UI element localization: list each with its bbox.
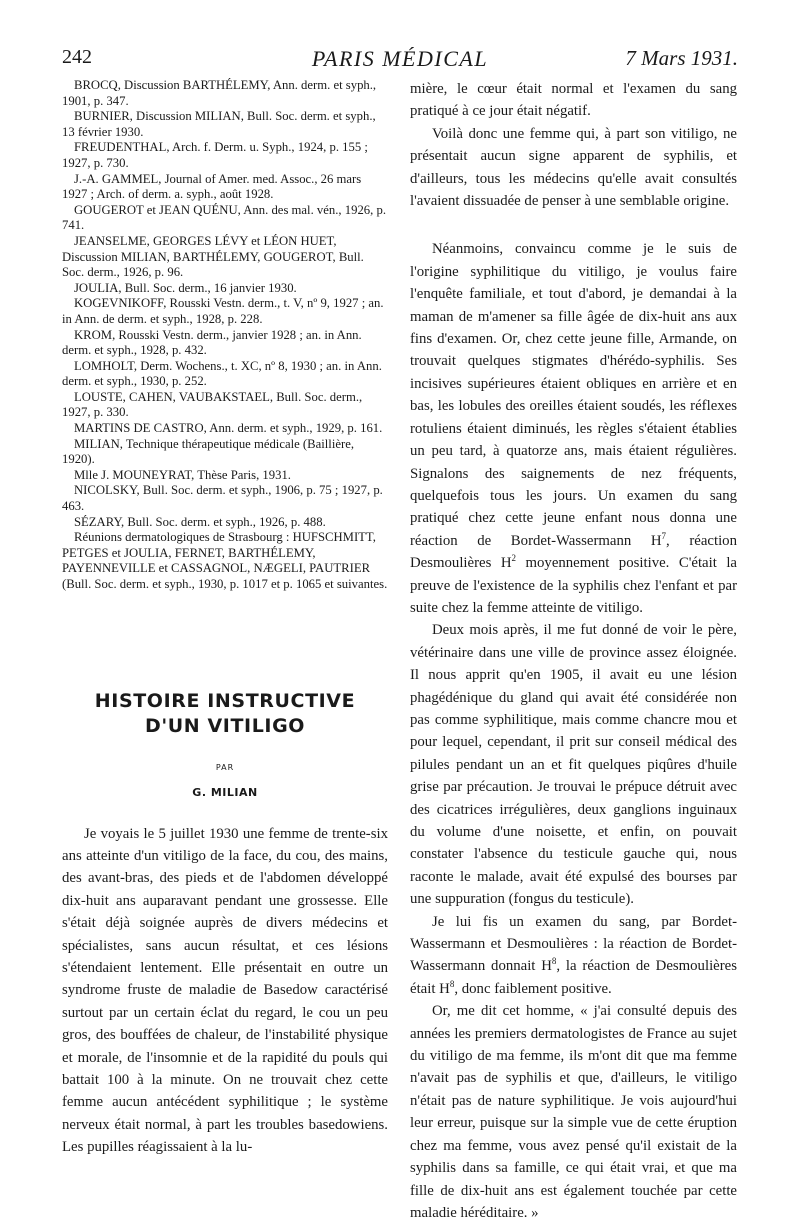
body-paragraph: Or, me dit cet homme, « j'ai consulté depuis des années les premiers dermatologistes de France au sujet du vitiligo de ma femme, ils m'ont dit que ma femme n'avait pas de syphilis et que, d'ailleurs, le vitiligo n'était pas de nature syphilitique. Je vois aujourd'hui leur erreur, puisque sur la simple vue de cette éruption chez ma femme, vous avez pensé qu'il existait de la syphilis dans sa famille, ce qui était vrai, et que ma fille de dix-huit ans est également touchée par cette maladie héréditaire. »: [410, 1003, 737, 1221]
reference-item: JOULIA, Bull. Soc. derm., 16 janvier 1930.: [74, 280, 297, 295]
reference-item: Mlle J. MOUNEYRAT, Thèse Paris, 1931.: [74, 467, 291, 482]
body-paragraph: Deux mois après, il me fut donné de voir le père, vétérinaire dans une ville de province assez éloignée. Il nous apprit qu'en 1905, il avait eu une lésion phagédénique du gland qui avait été considérée non pas comme syphilitique, mais comme chancre mou et pour lequel, cependant, il prit sur conseil médical des pilules pendant un an et fit quelques piqûres d'huile grise par précaution. Je trouvai le prépuce détruit avec des cicatrices irrégulières, deux ganglions inguinaux du volume d'une noisette, et enfin, on pouvait constater l'absence du testicule gauche qui, nous raconte le malade, avait été expulsé des bourses par une suppuration (fongus du testicule).: [410, 622, 737, 908]
superscript: 7: [661, 530, 667, 541]
right-column: [410, 78, 737, 1224]
page-header: [62, 44, 738, 76]
reference-item: JEANSELME, GEORGES LÉVY et LÉON HUET, Discussion MILIAN, BARTHÉLEMY, GOUGEROT, Bull. Soc. derm., 1926, p. 96.: [62, 233, 364, 280]
issue-date: 7 Mars 1931.: [625, 46, 738, 70]
reference-item: BURNIER, Discussion MILIAN, Bull. Soc. derm. et syph., 13 février 1930.: [62, 109, 376, 139]
left-column: [62, 78, 388, 1159]
reference-item: LOUSTE, CAHEN, VAUBAKSTAEL, Bull. Soc. derm., 1927, p. 330.: [62, 389, 363, 420]
body-text-run: , réaction Desmoulières H: [410, 532, 737, 572]
byline-par: PAR: [215, 762, 235, 772]
reference-item: BROCQ, Discussion BARTHÉLEMY, Ann. derm. et syph., 1901, p. 347.: [62, 78, 377, 108]
article-title-line: D'UN VITILIGO: [144, 714, 306, 737]
reference-item: FREUDENTHAL, Arch. f. Derm. u. Syph., 1924, p. 155 ; 1927, p. 730.: [62, 140, 368, 170]
superscript: 8: [551, 956, 557, 967]
reference-list: [62, 78, 388, 593]
reference-item: KOGEVNIKOFF, Rousski Vestn. derm., t. V, nº 9, 1927 ; an. in Ann. de derm. et syph., 1928, p. 228.: [62, 296, 384, 326]
reference-item: GOUGEROT et JEAN QUÉNU, Ann. des mal. vén., 1926, p. 741.: [62, 202, 386, 233]
body-paragraph-continued: mière, le cœur était normal et l'examen du sang pratiqué à ce jour était négatif.: [410, 81, 737, 120]
superscript: 8: [449, 978, 455, 989]
body-text-run: Néanmoins, convaincu comme je le suis de l'origine syphilitique du vitiligo, je voulus faire l'enquête familiale, et tout d'abord, je demandai à la maman de m'amener sa fille âgée de dix-huit ans aux fins d'examen. Or, chez cette jeune fille, Armande, on trouvait quelques stigmates d'hérédo-syphilis. Ses incisives supérieures étaient obliques en arrière et en bas, les lobules des oreilles étaient soudés, les réflexes rotuliens étaient diminués, les règles s'étaient établies un peu tard, à quatorze ans, mais étaient régulières. Signalons des saignements de nez fréquents, quelquefois tous les jours. Un examen du sang pratiqué chez cette jeune enfant nous donna une réaction de Bordet-Wassermann H: [410, 241, 737, 549]
body-paragraph: [410, 238, 737, 619]
article-body-left: [62, 823, 388, 1159]
reference-item: LOMHOLT, Derm. Wochens., t. XC, nº 8, 1930 ; an. in Ann. derm. et syph., 1930, p. 252.: [62, 358, 382, 389]
reference-item: MARTINS DE CASTRO, Ann. derm. et syph., 1929, p. 161.: [74, 421, 383, 436]
body-text-run: Je lui fis un examen du sang, par Bordet-Wassermann et Desmoulières : la réaction de Bordet-Wassermann donnait H: [410, 913, 737, 975]
article-author: G. MILIAN: [192, 785, 258, 799]
body-text-run: , donc faiblement positive.: [454, 980, 612, 997]
page-number: 242: [62, 46, 92, 68]
article-body-right: [410, 78, 737, 1224]
article-title-line: HISTOIRE INSTRUCTIVE: [94, 689, 356, 712]
reference-item: Réunions dermatologiques de Strasbourg : HUFSCHMITT, PETGES et JOULIA, FERNET, BARTHÉLEMY, PAYENNEVILLE et CASSAGNOL, NÆGELI, PAUTRIER (Bull. Soc. derm. et syph., 1930, p. 1017 et p. 1065 et suivantes.: [62, 530, 388, 591]
reference-item: J.-A. GAMMEL, Journal of Amer. med. Assoc., 26 mars 1927 ; Arch. of derm. a. syph., août 1928.: [62, 171, 362, 202]
reference-item: SÉZARY, Bull. Soc. derm. et syph., 1926, p. 488.: [74, 514, 326, 529]
reference-item: KROM, Rousski Vestn. derm., janvier 1928 ; an. in Ann. derm. et syph., 1928, p. 432.: [62, 327, 362, 358]
body-text-run: moyennement positive. C'était la preuve de l'existence de la syphilis chez l'enfant et par suite chez la femme atteinte de vitiligo.: [410, 555, 738, 616]
body-paragraph: [410, 911, 737, 1001]
body-paragraph: Voilà donc une femme qui, à part son vitiligo, ne présentait aucun signe apparent de syphilis, et d'ailleurs, tous les médecins qu'elle avait consultés l'avaient dissuadée de penser à une semblable origine.: [410, 125, 737, 210]
reference-item: MILIAN, Technique thérapeutique médicale (Baillière, 1920).: [62, 436, 355, 467]
reference-item: NICOLSKY, Bull. Soc. derm. et syph., 1906, p. 75 ; 1927, p. 463.: [62, 483, 383, 514]
body-paragraph: Je voyais le 5 juillet 1930 une femme de trente-six ans atteinte d'un vitiligo de la face, du cou, des mains, des avant-bras, des pieds et de l'abdomen développé dix-huit ans auparavant pendant une grossesse. Elle s'était déjà soignée auprès de divers médecins et spécialistes, sans aucun résultat, et ces lésions s'étendaient lentement. Elle présentait en outre un syndrome fruste de maladie de Basedow caractérisé surtout par un certain éclat du regard, le cou un peu gros, des bouffées de chaleur, de l'instabilité physique et morale, de l'insomnie et de la rapidité du pouls qui battait 100 à la minute. On ne trouvait chez cette femme aucun antécédent syphilitique ; le système nerveux était normal, à part les troubles basedowiens. Les pupilles réagissaient à la lu-: [62, 825, 388, 1156]
article-title: [62, 689, 388, 739]
body-text-run: , la réaction de Desmoulières était H: [410, 958, 738, 997]
journal-title: PARIS MÉDICAL: [311, 46, 489, 71]
superscript: 2: [511, 553, 517, 564]
